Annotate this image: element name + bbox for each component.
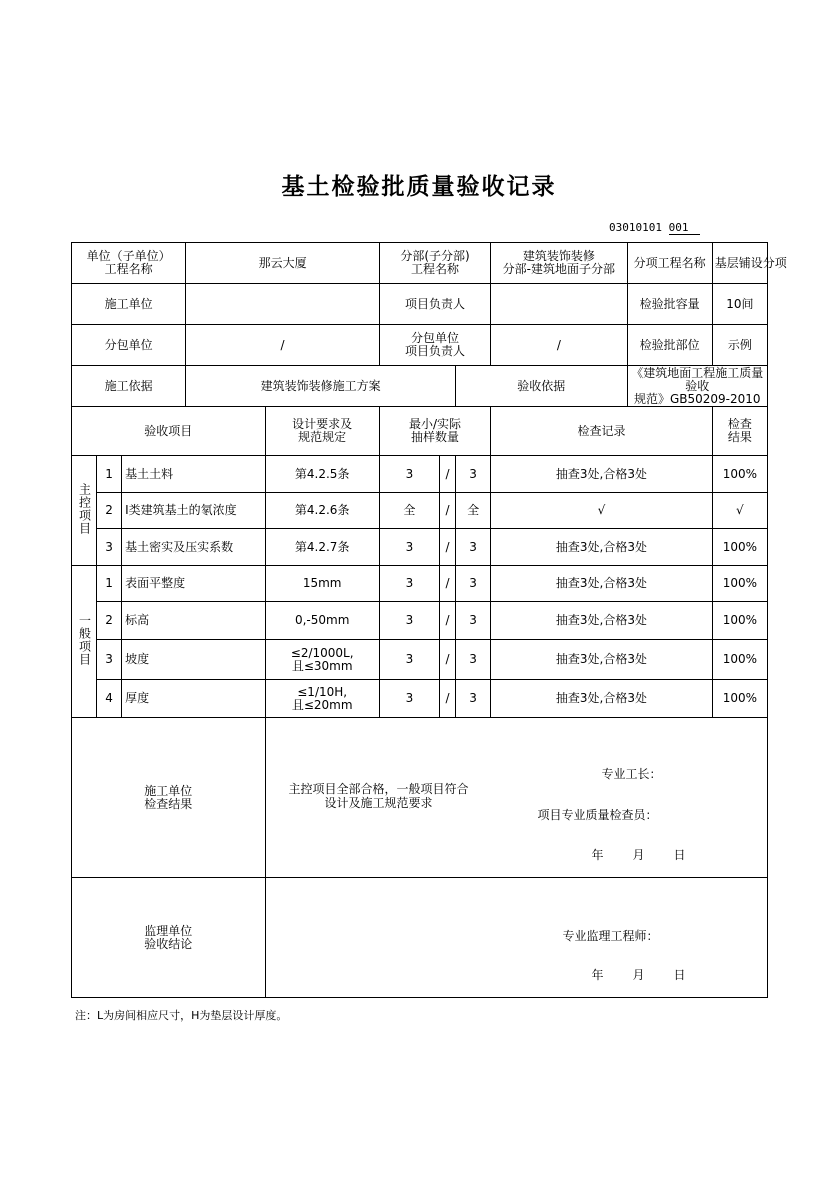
division-name-value: 建筑装饰装修 分部-建筑地面子分部 (491, 243, 627, 284)
item-number: 2 (97, 602, 122, 640)
item-sample-sep: / (440, 602, 456, 640)
general-group-label: 一般项目 (72, 566, 97, 718)
item-number: 1 (97, 456, 122, 493)
acceptance-basis-value: 《建筑地面工程施工质量验收 规范》GB50209-2010 (627, 366, 767, 407)
item-name: 坡度 (122, 640, 265, 680)
contractor-year: 年 (591, 848, 604, 862)
item-design: 第4.2.7条 (265, 529, 379, 566)
item-record: 抽查3处,合格3处 (491, 640, 713, 680)
inspection-form (71, 242, 787, 998)
construction-basis-value: 建筑装饰装修施工方案 (186, 366, 456, 407)
item-result: 100% (712, 680, 767, 718)
item-sample-actual: 全 (456, 493, 491, 529)
supervisor-month: 月 (632, 968, 645, 982)
item-number: 3 (97, 640, 122, 680)
item-record: 抽查3处,合格3处 (491, 456, 713, 493)
item-record: √ (491, 493, 713, 529)
col-header-record: 检查记录 (491, 407, 713, 456)
supervisor-year: 年 (591, 968, 604, 982)
item-sample-sep: / (440, 456, 456, 493)
item-record: 抽查3处,合格3处 (491, 529, 713, 566)
item-design: 0,-50mm (265, 602, 379, 640)
item-number: 4 (97, 680, 122, 718)
item-sample-sep: / (440, 529, 456, 566)
item-design: 第4.2.5条 (265, 456, 379, 493)
item-sample-actual: 3 (456, 602, 491, 640)
item-name: 厚度 (122, 680, 265, 718)
item-sample-actual: 3 (456, 640, 491, 680)
project-manager-label: 项目负责人 (379, 284, 490, 325)
item-sample-sep: / (440, 566, 456, 602)
batch-capacity-value: 10间 (712, 284, 767, 325)
quality-inspector-label: 项目专业质量检查员： (537, 808, 658, 822)
item-sample-sep: / (440, 493, 456, 529)
table-row (72, 493, 768, 529)
contractor-check-area (265, 718, 767, 878)
batch-capacity-label: 检验批容量 (627, 284, 712, 325)
table-row (72, 566, 768, 602)
item-name: 表面平整度 (122, 566, 265, 602)
contractor-conclusion: 主控项目全部合格，一般项目符合 设计及施工规范要求 (288, 782, 469, 810)
item-sample-min: 全 (379, 493, 439, 529)
footnote: 注：L为房间相应尺寸，H为垫层设计厚度。 (75, 1009, 288, 1022)
table-row (72, 680, 768, 718)
supervisor-check-area (265, 878, 767, 998)
item-result: 100% (712, 456, 767, 493)
item-sample-sep: / (440, 640, 456, 680)
item-name: Ⅰ类建筑基土的氡浓度 (122, 493, 265, 529)
construction-basis-label: 施工依据 (72, 366, 186, 407)
col-header-item: 验收项目 (72, 407, 266, 456)
item-sample-min: 3 (379, 566, 439, 602)
contractor-day: 日 (673, 848, 686, 862)
record-number (609, 221, 700, 234)
record-number-prefix: 03010101 (609, 221, 662, 234)
table-row (72, 602, 768, 640)
col-header-sample: 最小/实际 抽样数量 (379, 407, 490, 456)
item-design: ≤2/1000L, 且≤30mm (265, 640, 379, 680)
subitem-name-value: 基层铺设分项 (712, 243, 767, 284)
item-number: 1 (97, 566, 122, 602)
item-design: ≤1/10H, 且≤20mm (265, 680, 379, 718)
division-name-label: 分部(子分部) 工程名称 (379, 243, 490, 284)
item-result: 100% (712, 529, 767, 566)
item-name: 基土土料 (122, 456, 265, 493)
batch-location-value: 示例 (712, 325, 767, 366)
item-result: 100% (712, 566, 767, 602)
item-result: 100% (712, 640, 767, 680)
contractor-label: 施工单位 (72, 284, 186, 325)
table-row (72, 529, 768, 566)
table-row (72, 640, 768, 680)
acceptance-basis-label: 验收依据 (456, 366, 627, 407)
page-title: 基土检验批质量验收记录 (281, 173, 557, 200)
item-sample-min: 3 (379, 602, 439, 640)
item-sample-actual: 3 (456, 456, 491, 493)
item-record: 抽查3处,合格3处 (491, 566, 713, 602)
item-sample-min: 3 (379, 640, 439, 680)
supervisor-check-label: 监理单位 验收结论 (72, 878, 266, 998)
supervisor-day: 日 (673, 968, 686, 982)
item-number: 3 (97, 529, 122, 566)
table-row (72, 456, 768, 493)
sub-pm-value: / (491, 325, 627, 366)
col-header-result: 检查 结果 (712, 407, 767, 456)
item-name: 标高 (122, 602, 265, 640)
supervising-engineer-label: 专业监理工程师： (562, 929, 659, 943)
item-name: 基土密实及压实系数 (122, 529, 265, 566)
contractor-month: 月 (632, 848, 645, 862)
item-result: 100% (712, 602, 767, 640)
subcontractor-label: 分包单位 (72, 325, 186, 366)
item-result: √ (712, 493, 767, 529)
item-design: 第4.2.6条 (265, 493, 379, 529)
item-sample-actual: 3 (456, 566, 491, 602)
item-number: 2 (97, 493, 122, 529)
foreman-label: 专业工长： (601, 767, 662, 781)
item-sample-min: 3 (379, 529, 439, 566)
contractor-value (186, 284, 380, 325)
contractor-check-label: 施工单位 检查结果 (72, 718, 266, 878)
item-sample-actual: 3 (456, 680, 491, 718)
record-number-suffix: 001 (669, 221, 701, 235)
item-record: 抽查3处,合格3处 (491, 602, 713, 640)
unit-name-value: 那云大厦 (186, 243, 380, 284)
item-sample-min: 3 (379, 680, 439, 718)
project-manager-value (491, 284, 627, 325)
subitem-name-label: 分项工程名称 (627, 243, 712, 284)
col-header-design: 设计要求及 规范规定 (265, 407, 379, 456)
item-design: 15mm (265, 566, 379, 602)
main-group-label: 主控项目 (72, 456, 97, 566)
item-sample-min: 3 (379, 456, 439, 493)
item-sample-sep: / (440, 680, 456, 718)
subcontractor-value: / (186, 325, 380, 366)
item-sample-actual: 3 (456, 529, 491, 566)
item-record: 抽查3处,合格3处 (491, 680, 713, 718)
unit-name-label: 单位（子单位） 工程名称 (72, 243, 186, 284)
batch-location-label: 检验批部位 (627, 325, 712, 366)
sub-pm-label: 分包单位 项目负责人 (379, 325, 490, 366)
